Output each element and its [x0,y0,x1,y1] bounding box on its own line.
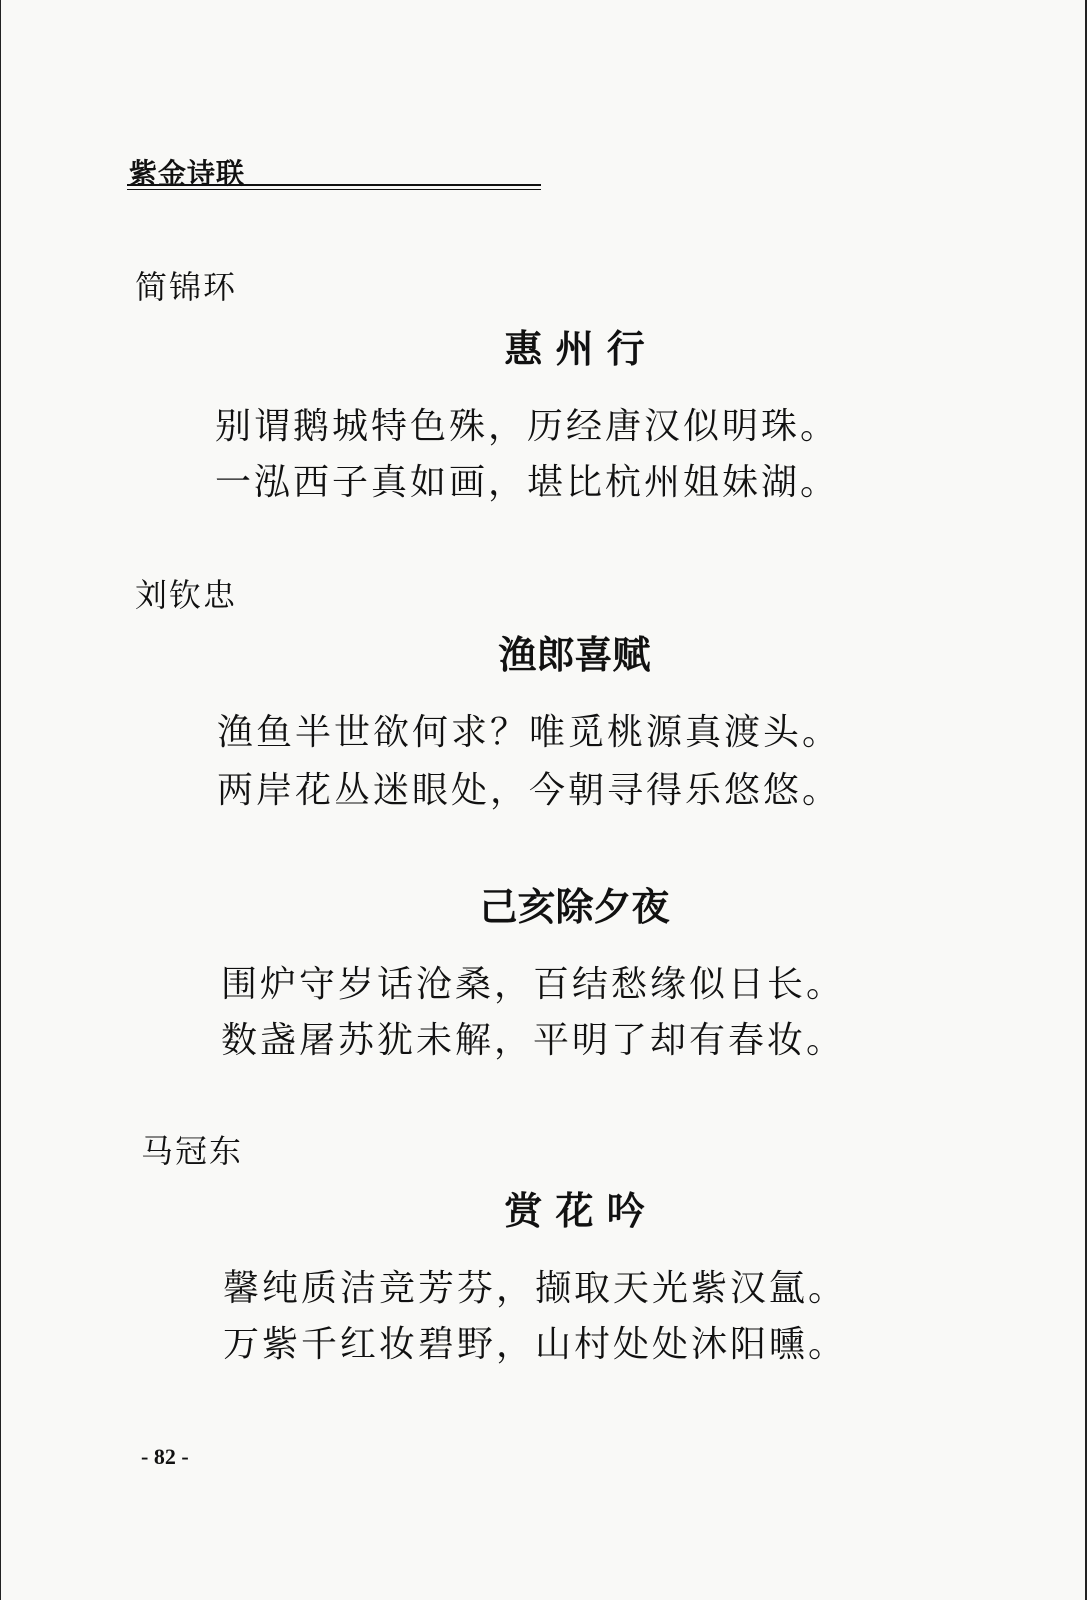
page-number: - 82 - [141,1444,189,1469]
header-rule [127,184,541,190]
running-header-title: 紫金诗联 [129,157,246,190]
poem-title: 渔郎喜赋 [498,632,651,677]
poem-line: 数盏屠苏犹未解，平明了却有春妆。 [221,1020,846,1061]
poem-line: 馨纯质洁竞芳芬，撷取天光紫汉氲。 [223,1268,848,1309]
poem-line: 围炉守岁话沧桑，百结愁缘似日长。 [221,964,846,1005]
poem-line: 万紫千红妆碧野，山村处处沐阳曛。 [223,1324,848,1365]
poem-line: 两岸花丛迷眼处，今朝寻得乐悠悠。 [217,770,842,811]
poem-line: 渔鱼半世欲何求？唯觅桃源真渡头。 [217,712,842,753]
poem-line: 别谓鹅城特色殊，历经唐汉似明珠。 [215,406,840,447]
poem-title: 己亥除夕夜 [479,884,670,929]
author-name: 马冠东 [141,1132,244,1170]
poem-title: 惠 州 行 [504,326,645,371]
author-name: 刘钦忠 [135,576,238,614]
poem-title: 赏 花 吟 [504,1188,645,1233]
poem-line: 一泓西子真如画，堪比杭州姐妹湖。 [215,462,840,503]
author-name: 简锦环 [135,268,238,306]
